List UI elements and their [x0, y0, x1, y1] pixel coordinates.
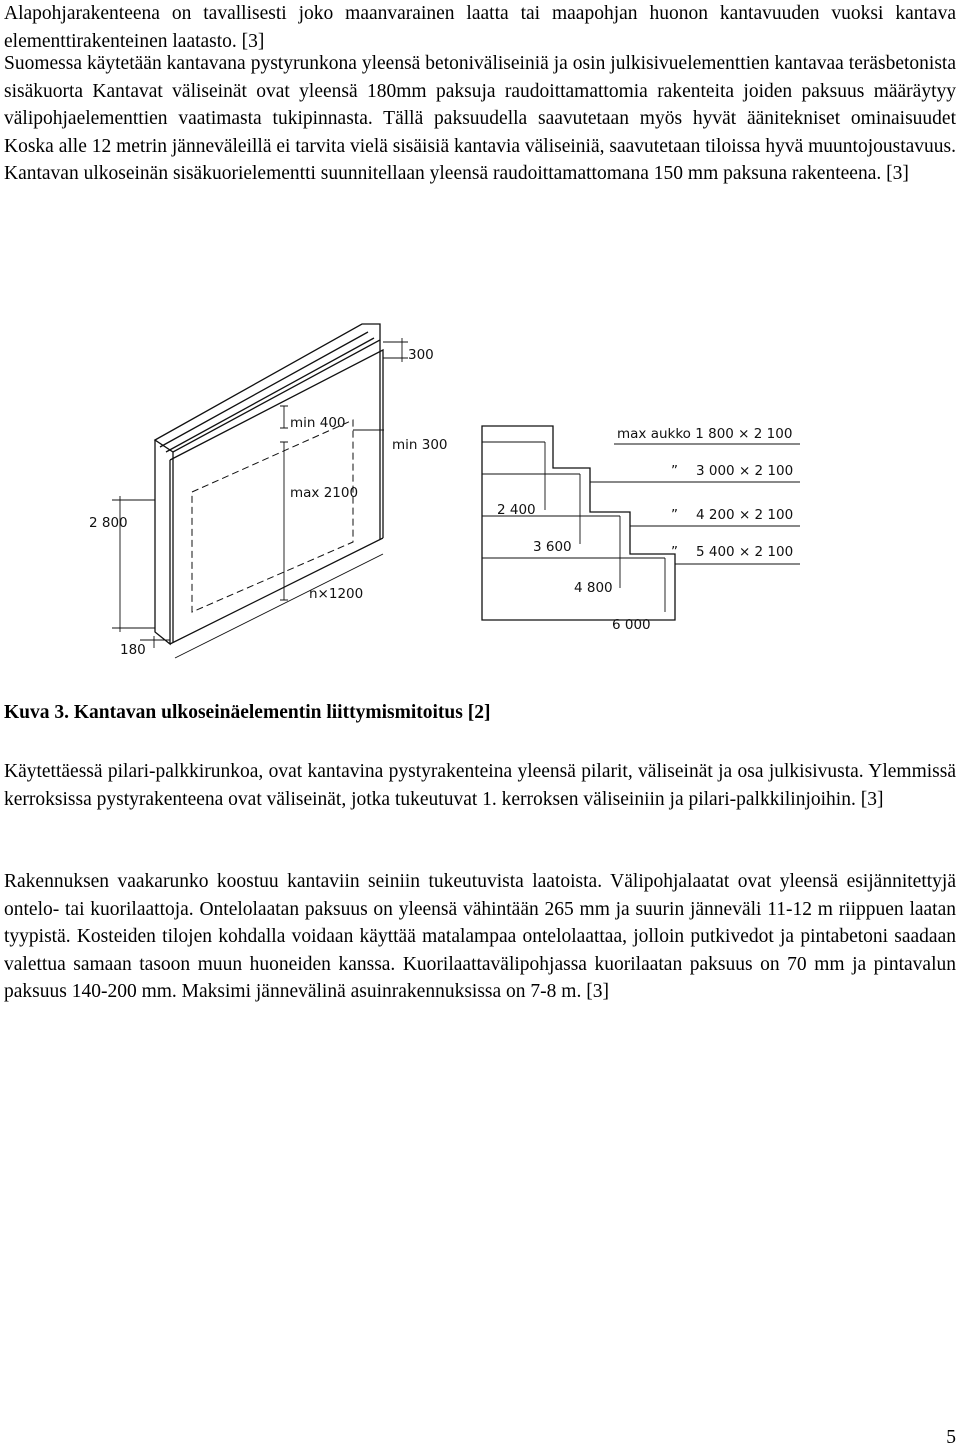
paragraph-intro: Alapohjarakenteena on tavallisesti joko maanvarainen laatta tai maapohjan huonon kantavuuden vuoksi kantava elementtirakenteinen laatasto. [3] — [4, 3, 956, 52]
paragraph-bearing-walls: Suomessa käytetään kantavana pystyrunkona yleensä betoniväliseiniä ja osin julkisivuelementtien kantavaa teräsbetonista sisäkuorta Kantavat väliseinät ovat yleensä 180mm paksuja raudoittamattomia rakenteita joiden paksuus määräytyy välipohjaelementtien vaatimasta tukipinnasta. Tällä paksuudella saavutetaan myös hyvät äänitekniset ominaisuudet Koska alle 12 metrin jänneväleillä ei tarvita vielä sisäisiä kantavia väliseiniä, saavutetaan tiloissa hyvä muuntojoustavuus. Kantavan ulkoseinän sisäkuorielementti suunnitellaan yleensä raudoittamattomana 150 mm paksuna rakenteena. [3] — [4, 53, 956, 184]
ditto-mark-1: ” — [671, 463, 678, 479]
dim-min-400: min 400 — [290, 415, 346, 431]
paragraph-horizontal-frame: Rakennuksen vaakarunko koostuu kantaviin seiniin tukeutuvista laatoista. Välipohjalaatat ovat yleensä esijännitettyjä ontelo- tai kuorilaattoja. Ontelolaatan paksuus on yleensä vähintään 265 mm ja suurin jänneväli 11-12 m riippuen laatan tyypistä. Kosteiden tilojen kohdalla voidaan käyttää matalampaa ontelolaattaa, jolloin putkivedot ja pintabetoni saadaan valettua samaan tasoon muun huoneiden kanssa. Kuorilaattavälipohjassa kuorilaatan paksuus on 70 mm ja pintavalun paksuus 140-200 mm. Maksimi jännevälinä asuinrakennuksissa on 7-8 m. [3] — [4, 871, 956, 1002]
wall-element-figure — [0, 292, 960, 692]
dim-min-300: min 300 — [392, 437, 448, 453]
paragraph-column-frame: Käytettäessä pilari-palkkirunkoa, ovat kantavina pystyrakenteina yleensä pilarit, väliseinät ja osa julkisivusta. Ylemmissä kerroksissa pystyrakenteena ovat väliseinät, jotka tukeutuvat 1. kerroksen väliseiniin ja pilari-palkkilinjoihin. [3] — [4, 761, 956, 810]
ditto-mark-3: ” — [671, 544, 678, 560]
dim-4800: 4 800 — [574, 580, 613, 596]
wall-element-drawing — [89, 324, 448, 658]
dim-2400: 2 400 — [497, 502, 536, 518]
dim-max-2100: max 2100 — [290, 485, 359, 501]
label-opening-5400: 5 400 × 2 100 — [696, 544, 794, 560]
dim-width-n1200: n×1200 — [309, 586, 364, 602]
dim-height-2800: 2 800 — [89, 515, 128, 531]
dim-top-300: 300 — [408, 347, 434, 363]
label-max-aukko: max aukko 1 800 × 2 100 — [617, 426, 793, 442]
dim-thickness-180: 180 — [120, 642, 146, 658]
page-number: 5 — [946, 1427, 956, 1448]
dim-6000: 6 000 — [612, 617, 651, 633]
label-opening-3000: 3 000 × 2 100 — [696, 463, 794, 479]
openings-diagram — [482, 426, 800, 633]
figure-caption: Kuva 3. Kantavan ulkoseinäelementin liittymismitoitus [2] — [4, 702, 491, 723]
label-opening-4200: 4 200 × 2 100 — [696, 507, 794, 523]
dim-3600: 3 600 — [533, 539, 572, 555]
ditto-mark-2: ” — [671, 507, 678, 523]
